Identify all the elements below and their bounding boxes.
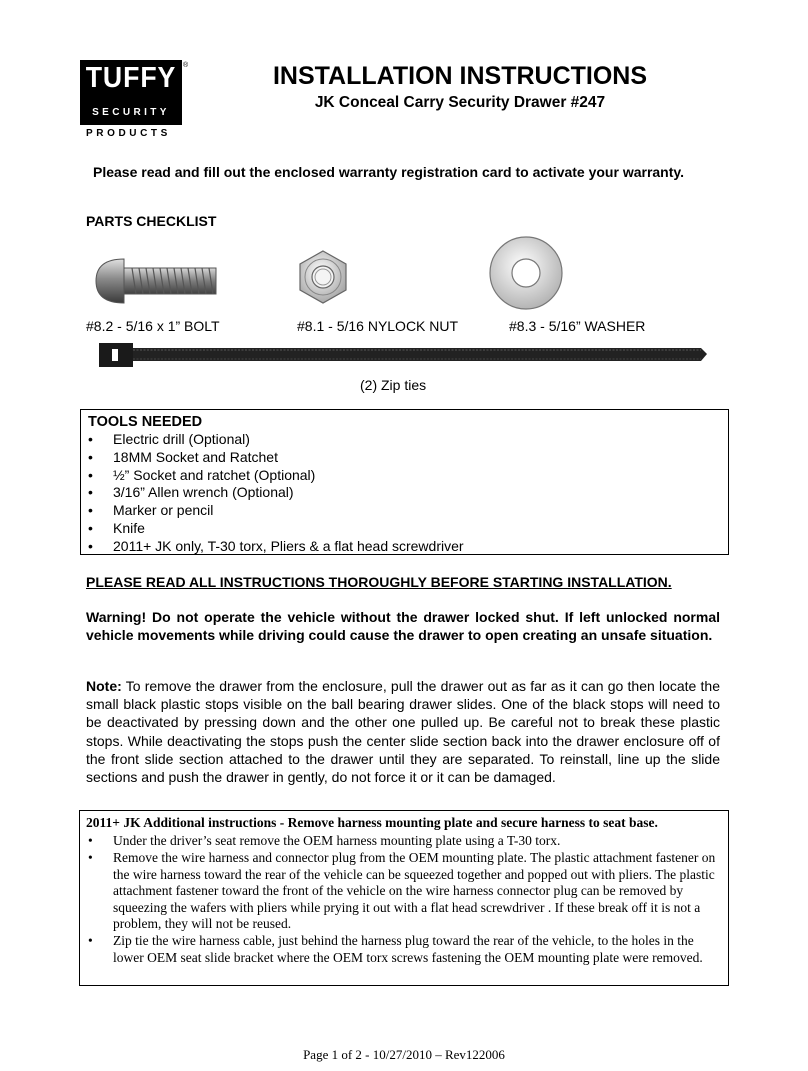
logo-security-text: SECURITY	[92, 107, 170, 118]
logo-products-text: PRODUCTS	[86, 128, 171, 139]
read-all-heading: PLEASE READ ALL INSTRUCTIONS THOROUGHLY BEFORE STARTING INSTALLATION.	[86, 574, 672, 590]
list-item: • Under the driver’s seat remove the OEM harness mounting plate using a T-30 torx.	[86, 833, 722, 849]
list-item: • 3/16” Allen wrench (Optional)	[88, 484, 728, 502]
jk-instructions-heading: 2011+ JK Additional instructions - Remove harness mounting plate and secure harness to seat base.	[86, 815, 658, 830]
nut-icon	[296, 249, 350, 305]
parts-checklist-heading: PARTS CHECKLIST	[86, 213, 217, 229]
page-subtitle: JK Conceal Carry Security Drawer #247	[314, 94, 606, 111]
note-paragraph	[86, 677, 720, 786]
list-item: • ½” Socket and ratchet (Optional)	[88, 467, 728, 485]
warning-paragraph: Warning! Do not operate the vehicle without the drawer locked shut. If left unlocked normal vehicle movements while driving could cause the drawer to open creating an unsafe situation.	[86, 609, 720, 644]
list-item: • Marker or pencil	[88, 502, 728, 520]
logo-registered-mark: ®	[183, 62, 189, 69]
zip-tie-icon	[95, 340, 710, 370]
part-label-nut: #8.1 - 5/16 NYLOCK NUT	[297, 318, 459, 334]
list-item: • Zip tie the wire harness cable, just behind the harness plug toward the rear of the vehicle, to the holes in the lower OEM seat slide bracket where the OEM torx screws fastening the OEM mounting plate were removed.	[86, 933, 722, 966]
logo-brand: TUFFY	[85, 62, 177, 94]
zip-ties-caption: (2) Zip ties	[360, 377, 427, 393]
list-item: • Electric drill (Optional)	[88, 431, 728, 449]
jk-instructions-list	[86, 833, 722, 966]
part-label-bolt: #8.2 - 5/16 x 1” BOLT	[86, 318, 220, 334]
list-item: • 2011+ JK only, T-30 torx, Pliers & a flat head screwdriver	[88, 538, 728, 556]
page-title: INSTALLATION INSTRUCTIONS	[272, 62, 648, 90]
tools-heading: TOOLS NEEDED	[88, 414, 203, 430]
tools-list	[88, 431, 728, 556]
tools-needed-box	[80, 409, 729, 555]
jk-instructions-box	[79, 810, 729, 986]
part-label-washer: #8.3 - 5/16” WASHER	[509, 318, 646, 334]
washer-icon	[488, 235, 564, 311]
warranty-notice: Please read and fill out the enclosed warranty registration card to activate your warranty.	[93, 164, 685, 180]
list-item: • Knife	[88, 520, 728, 538]
note-text: To remove the drawer from the enclosure, pull the drawer out as far as it can go then locate the small black plastic stops visible on the ball bearing drawer slides. One of the black stops will need to be deactivated by pressing down and the other one pulled up. Be careful not to break these plastic stops. While deactivating the stops push the center slide section back into the drawer enclosure off of the front slide section attached to the drawer until they are separated. To reinstall, line up the slide sections and push the drawer in gently, do not force it or it can be damaged.	[86, 678, 720, 786]
page-footer: Page 1 of 2 - 10/27/2010 – Rev122006	[303, 1047, 505, 1062]
note-label: Note:	[86, 678, 122, 694]
bolt-icon	[94, 255, 219, 307]
list-item: • Remove the wire harness and connector plug from the OEM mounting plate. The plastic attachment fastener on the wire harness toward the rear of the vehicle can be squeezed together and popped out with pliers. The plastic attachment fastener toward the front of the vehicle on the wire harness connector plug can be removed by squeezing the wafers with pliers while prying it out with a flat head screwdriver . If these break off it is not a problem, they will not be reused.	[86, 850, 722, 932]
tuffy-logo	[80, 60, 189, 140]
list-item: • 18MM Socket and Ratchet	[88, 449, 728, 467]
